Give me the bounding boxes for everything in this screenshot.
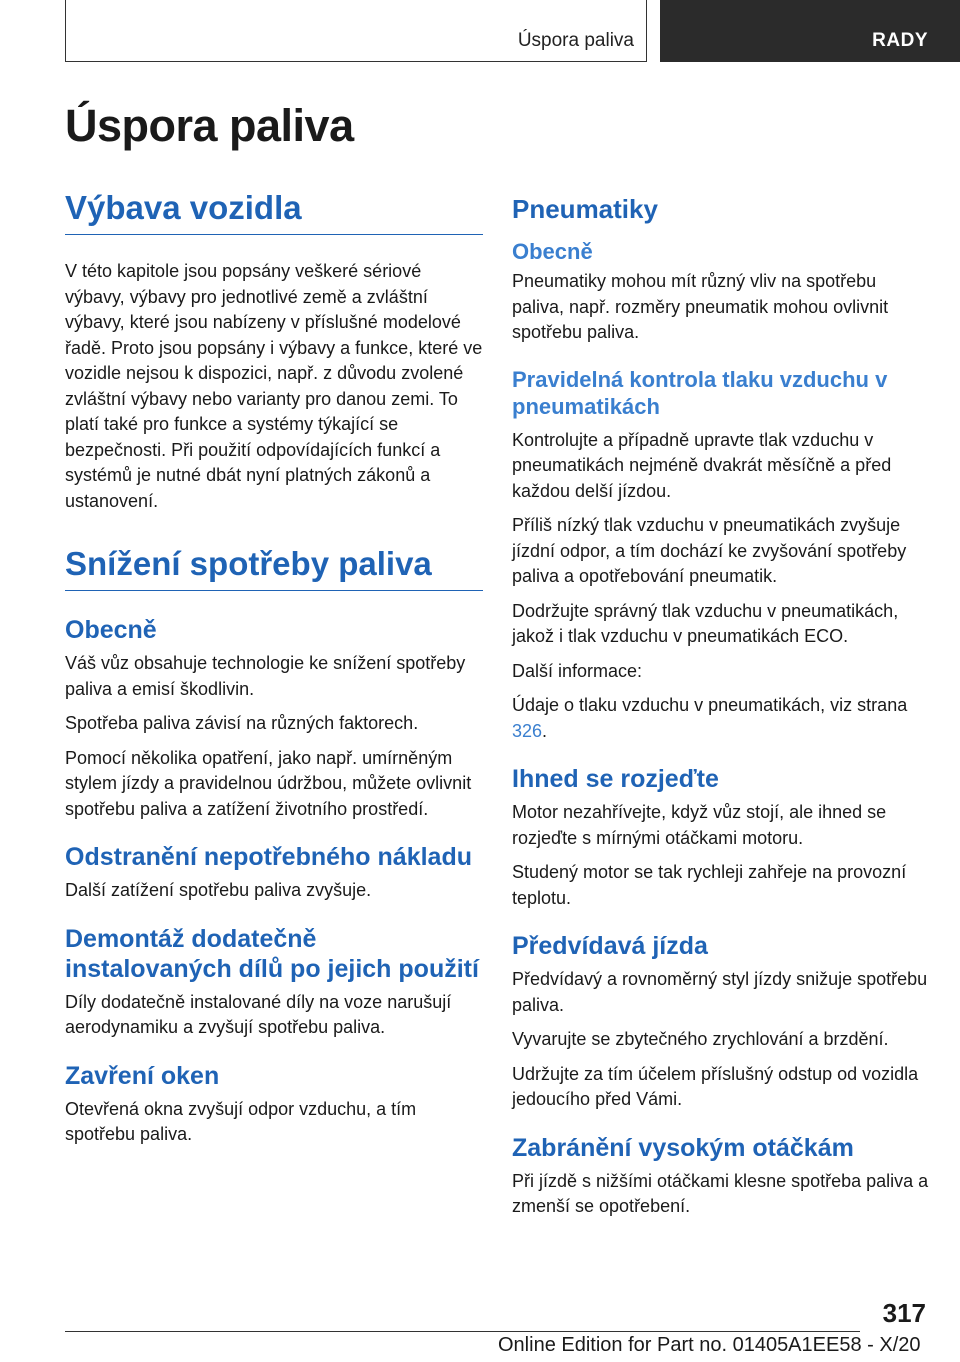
page-title: Úspora paliva — [65, 100, 354, 151]
paragraph-naklad: Další zatížení spotřebu paliva zvyšuje. — [65, 880, 372, 900]
paragraph-predvidava-3: Udržujte za tím účelem příslušný odstup od vozidla jedoucího před Vámi. — [512, 1063, 919, 1109]
page-reference-link[interactable]: 326 — [512, 720, 543, 741]
paragraph-kontrola-5-end: . — [542, 720, 548, 741]
heading-predvidava-jizda: Předvídavá jízda — [512, 932, 708, 960]
paragraph-rozjedte-2: Studený motor se tak rychleji zahřeje na provozní teplotu. — [512, 862, 907, 908]
paragraph-pneumatiky-obecne: Pneumatiky mohou mít různý vliv na spotřebu paliva, např. rozměry pneumatik mohou ovlivnit spotřebu paliva. — [512, 271, 889, 342]
heading-obecne-left: Obecně — [65, 616, 157, 644]
heading-snizeni-spotreby: Snížení spotřeby paliva — [65, 542, 483, 591]
heading-pneumatiky: Pneumatiky — [512, 194, 658, 224]
heading-obecne-right: Obecně — [512, 239, 593, 264]
header-chapter-label: RADY — [872, 30, 928, 51]
paragraph-snizeni-3: Pomocí několika opatření, jako např. umírněným stylem jízdy a pravidelnou údržbou, můžete ovlivnit spotřebu paliva a zatížení životního prostředí. — [65, 747, 472, 819]
right-column — [512, 186, 930, 1229]
header-section-box — [65, 0, 647, 62]
paragraph-kontrola-2: Příliš nízký tlak vzduchu v pneumatikách zvyšuje jízdní odpor, a tím dochází ke zvyšování spotřeby paliva a opotřebování pneumatik. — [512, 515, 907, 586]
paragraph-kontrola-1: Kontrolujte a případně upravte tlak vzduchu v pneumatikách nejméně dvakrát měsíčně a před každou delší jízdou. — [512, 429, 892, 501]
header-section-title: Úspora paliva — [517, 30, 634, 51]
paragraph-kontrola-5-text: Údaje o tlaku vzduchu v pneumatikách, viz strana — [512, 695, 908, 715]
heading-kontrola-tlaku: Pravidelná kontrola tlaku vzduchu v pneumatikách — [512, 366, 888, 419]
heading-zabraneni-otackam: Zabránění vysokým otáčkám — [512, 1133, 854, 1162]
paragraph-kontrola-3: Dodržujte správný tlak vzduchu v pneumatikách, jakož i tlak vzduchu v pneumatikách ECO. — [512, 600, 899, 646]
paragraph-demontaz: Díly dodatečně instalované díly na voze narušují aerodynamiku a zvyšují spotřebu paliva. — [65, 991, 452, 1037]
paragraph-rozjedte-1: Motor nezahřívejte, když vůz stojí, ale ihned se rozjeďte s mírnými otáčkami motoru. — [512, 802, 887, 848]
header-chapter-tab[interactable] — [660, 0, 960, 62]
heading-rozjedte: Ihned se rozjeďte — [512, 765, 719, 793]
paragraph-otacky: Při jízdě s nižšími otáčkami klesne spotřeba paliva a zmenší se opotřebení. — [512, 1170, 929, 1216]
left-column — [65, 186, 483, 1157]
paragraph-vybava: V této kapitole jsou popsány veškeré sériové výbavy, výbavy pro jednotlivé země a zvláštní výbavy, které jsou nabízeny v příslušné modelové řadě. Proto jsou popsány i výbavy a funkce, které ve vozidle nejsou k dispozici, např. z důvodu zvolené zvláštní výbavy nebo varianty pro danou zemi. To platí také pro funkce a systémy týkající se bezpečnosti. Při použití odpovídajících funkcí a systémů je nutné dbát nyní platných zákonů a ustanovení. — [65, 261, 483, 511]
heading-zavreni-oken: Zavření oken — [65, 1061, 220, 1090]
heading-odstraneni-nakladu: Odstranění nepotřebného nákladu — [65, 843, 472, 871]
heading-vybava-vozidla: Výbava vozidla — [65, 186, 483, 235]
paragraph-predvidava-2: Vyvarujte se zbytečného zrychlování a brzdění. — [512, 1029, 889, 1049]
paragraph-snizeni-1: Váš vůz obsahuje technologie ke snížení spotřeby paliva a emisí škodlivin. — [65, 653, 466, 699]
paragraph-kontrola-4: Další informace: — [512, 660, 643, 681]
paragraph-kontrola-5 — [512, 693, 930, 744]
footer-divider — [65, 1331, 860, 1332]
page-number: 317 — [882, 1298, 926, 1328]
paragraph-okna: Otevřená okna zvyšují odpor vzduchu, a tím spotřebu paliva. — [65, 1098, 417, 1144]
heading-demontaz: Demontáž dodatečně instalovaných dílů po jejich použití — [65, 924, 479, 983]
paragraph-predvidava-1: Předvídavý a rovnoměrný styl jízdy snižuje spotřebu paliva. — [512, 969, 928, 1015]
footer-edition-text: Online Edition for Part no. 01405A1EE58 - X/20 — [498, 1334, 921, 1356]
paragraph-snizeni-2: Spotřeba paliva závisí na různých faktorech. — [65, 713, 419, 733]
